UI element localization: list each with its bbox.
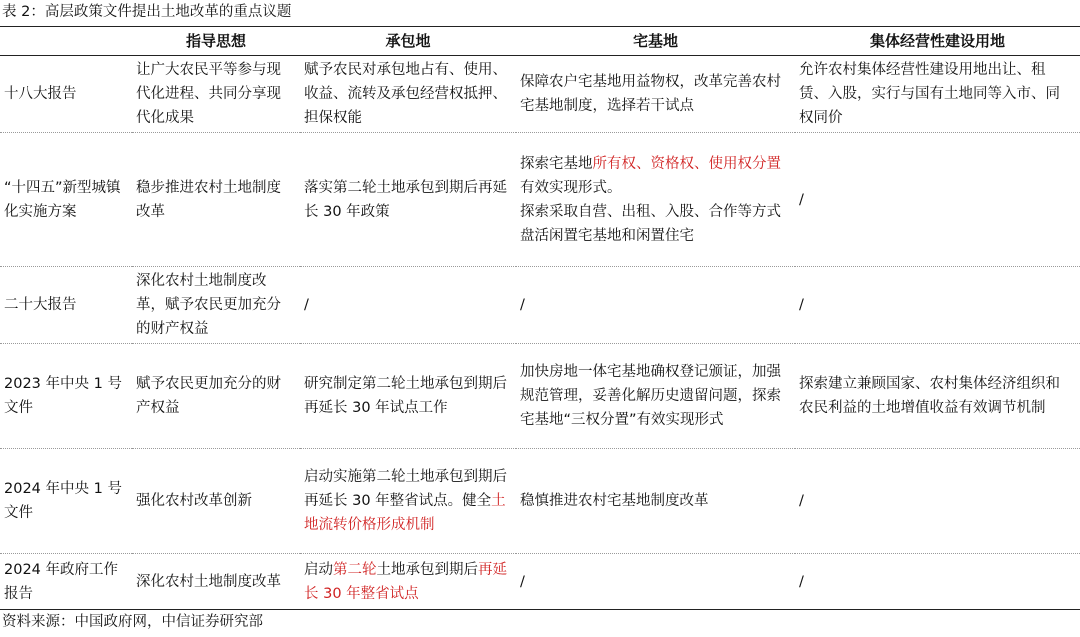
policy-table bbox=[0, 26, 1080, 610]
table-row bbox=[0, 344, 1080, 449]
cell-contract-land bbox=[300, 133, 516, 267]
cell-guiding bbox=[132, 449, 300, 554]
table-row bbox=[0, 56, 1080, 133]
cell-contract-land bbox=[300, 449, 516, 554]
cell-collective bbox=[795, 344, 1080, 449]
cell-homestead bbox=[516, 267, 795, 344]
cell-guiding-text: 深化农村土地制度改革，赋予农民更加充分的财产权益 bbox=[136, 273, 281, 337]
cell-text: 探索建立兼顾国家、农村集体经济组织和农民利益的土地增值收益有效调节机制 bbox=[799, 376, 1060, 416]
cell-guiding bbox=[132, 344, 300, 449]
table-row bbox=[0, 133, 1080, 267]
header-collective: 集体经营性建设用地 bbox=[795, 27, 1080, 56]
cell-text: / bbox=[799, 297, 804, 313]
cell-text: / bbox=[304, 297, 309, 313]
header-blank bbox=[0, 27, 132, 56]
row-name-text: 2023 年中央 1 号文件 bbox=[4, 376, 122, 416]
cell-guiding bbox=[132, 56, 300, 133]
cell-text: 有效实现形式。 bbox=[520, 179, 622, 196]
cell-collective bbox=[795, 554, 1080, 610]
row-name bbox=[0, 133, 132, 267]
cell-contract-land bbox=[300, 554, 516, 610]
cell-text: 探索采取自营、出租、入股、合作等方式盘活闲置宅基地和闲置住宅 bbox=[520, 203, 781, 244]
cell-collective bbox=[795, 133, 1080, 267]
cell-text: 启动 bbox=[304, 561, 333, 578]
cell-collective bbox=[795, 267, 1080, 344]
source-note: 资料来源：中国政府网，中信证券研究部 bbox=[2, 614, 263, 630]
cell-text: 加快房地一体宅基地确权登记颁证，加强规范管理，妥善化解历史遗留问题，探索宅基地“三权分置”有效实现形式 bbox=[520, 364, 781, 428]
table-row bbox=[0, 554, 1080, 610]
cell-text: / bbox=[799, 493, 804, 509]
row-name bbox=[0, 554, 132, 610]
cell-homestead bbox=[516, 554, 795, 610]
highlight-text: 第二轮 bbox=[333, 561, 377, 578]
cell-text: / bbox=[799, 573, 804, 590]
cell-guiding-text: 稳步推进农村土地制度改革 bbox=[136, 179, 281, 220]
cell-text: / bbox=[520, 573, 525, 590]
cell-homestead bbox=[516, 344, 795, 449]
row-name-text: 2024 年政府工作报告 bbox=[4, 561, 119, 602]
cell-text: / bbox=[799, 191, 804, 208]
cell-guiding-text: 赋予农民更加充分的财产权益 bbox=[136, 376, 281, 416]
row-name-text: 2024 年中央 1 号文件 bbox=[4, 481, 122, 521]
cell-guiding-text: 让广大农民平等参与现代化进程、共同分享现代化成果 bbox=[136, 62, 281, 126]
cell-contract-land bbox=[300, 267, 516, 344]
cell-homestead bbox=[516, 56, 795, 133]
cell-guiding bbox=[132, 133, 300, 267]
table-header-row bbox=[0, 27, 1080, 56]
row-name bbox=[0, 344, 132, 449]
cell-text: / bbox=[520, 297, 525, 313]
cell-guiding bbox=[132, 267, 300, 344]
cell-text: 土地承包到期后 bbox=[376, 561, 478, 578]
row-name bbox=[0, 267, 132, 344]
cell-text: 赋予农民对承包地占有、使用、收益、流转及承包经营权抵押、担保权能 bbox=[304, 62, 507, 126]
cell-text: 落实第二轮土地承包到期后再延长 30 年政策 bbox=[304, 179, 507, 220]
table-row bbox=[0, 267, 1080, 344]
highlight-text: 再延长 30 年整省试点 bbox=[304, 561, 507, 602]
row-name-text: “十四五”新型城镇化实施方案 bbox=[4, 179, 121, 220]
row-name bbox=[0, 56, 132, 133]
table-caption: 表 2：高层政策文件提出土地改革的重点议题 bbox=[2, 4, 292, 20]
cell-contract-land bbox=[300, 344, 516, 449]
cell-guiding-text: 深化农村土地制度改革 bbox=[136, 573, 281, 590]
cell-text: 启动实施第二轮土地承包到期后再延长 30 年整省试点。健全 bbox=[304, 469, 507, 509]
cell-text: 稳慎推进农村宅基地制度改革 bbox=[520, 493, 709, 509]
cell-homestead bbox=[516, 133, 795, 267]
cell-homestead bbox=[516, 449, 795, 554]
cell-collective bbox=[795, 449, 1080, 554]
cell-guiding bbox=[132, 554, 300, 610]
row-name-text: 十八大报告 bbox=[4, 86, 77, 102]
header-contract-land: 承包地 bbox=[300, 27, 516, 56]
row-name-text: 二十大报告 bbox=[4, 297, 77, 313]
highlight-text: 所有权、资格权、使用权分置 bbox=[592, 155, 781, 172]
cell-text: 允许农村集体经营性建设用地出让、租赁、入股，实行与国有土地同等入市、同权同价 bbox=[799, 62, 1060, 126]
cell-guiding-text: 强化农村改革创新 bbox=[136, 493, 252, 509]
cell-collective bbox=[795, 56, 1080, 133]
cell-text: 研究制定第二轮土地承包到期后再延长 30 年试点工作 bbox=[304, 376, 507, 416]
table-row bbox=[0, 449, 1080, 554]
highlight-text: 土地流转价格形成机制 bbox=[304, 493, 506, 533]
cell-text: 保障农户宅基地用益物权，改革完善农村宅基地制度，选择若干试点 bbox=[520, 74, 781, 114]
header-guiding: 指导思想 bbox=[132, 27, 300, 56]
cell-contract-land bbox=[300, 56, 516, 133]
header-homestead: 宅基地 bbox=[516, 27, 795, 56]
cell-text: 探索宅基地 bbox=[520, 155, 593, 172]
row-name bbox=[0, 449, 132, 554]
